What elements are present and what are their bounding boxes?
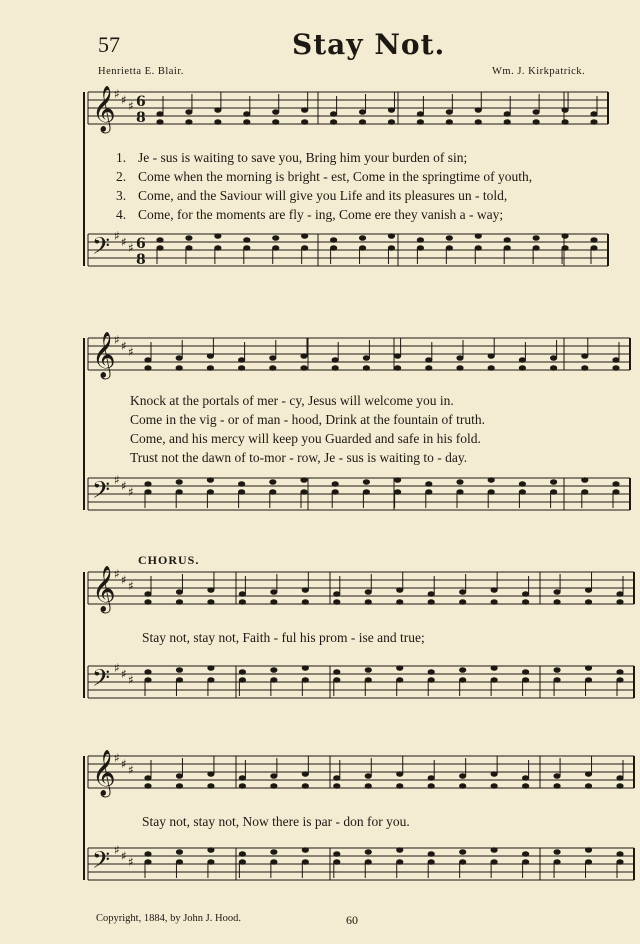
key-sharp: ♯	[121, 339, 127, 353]
note-head	[301, 119, 308, 125]
verse-line-4: 4. Come, for the moments are fly - ing, Come ere they vanish a - way;	[116, 207, 504, 222]
note-head	[272, 235, 279, 241]
poet-credit: Henrietta E. Blair.	[98, 66, 184, 77]
note-head	[553, 783, 560, 789]
note-head	[428, 599, 435, 605]
note-head	[428, 669, 435, 675]
treble-clef: 𝄞	[92, 750, 116, 796]
note-head	[243, 237, 250, 243]
note-head	[561, 233, 568, 239]
note-head	[585, 599, 592, 605]
key-sharp: ♯	[128, 485, 134, 499]
note-head	[330, 237, 337, 243]
note-head	[522, 599, 529, 605]
bass-clef: 𝄢	[92, 846, 111, 879]
note-head	[185, 235, 192, 241]
key-sharp: ♯	[121, 235, 127, 249]
note-head	[581, 477, 588, 483]
note-head	[396, 847, 403, 853]
note-head	[581, 365, 588, 371]
note-head	[446, 235, 453, 241]
note-head	[332, 365, 339, 371]
key-sharp: ♯	[114, 751, 120, 765]
key-sharp: ♯	[121, 667, 127, 681]
note-head	[616, 669, 623, 675]
note-head	[533, 119, 540, 125]
note-head	[300, 365, 307, 371]
note-head	[144, 851, 151, 857]
note-head	[417, 237, 424, 243]
note-head	[302, 599, 309, 605]
verse-line-3: 3. Come, and the Saviour will give you Life and its pleasures un - told,	[116, 188, 508, 203]
note-head	[590, 119, 597, 125]
note-head	[522, 669, 529, 675]
note-head	[417, 119, 424, 125]
key-sharp: ♯	[128, 673, 134, 687]
note-head	[207, 477, 214, 483]
note-head	[616, 851, 623, 857]
note-head	[553, 667, 560, 673]
key-sharp: ♯	[121, 479, 127, 493]
note-head	[491, 783, 498, 789]
key-sharp: ♯	[114, 567, 120, 581]
verse-line-1: 1. Je - sus is waiting to save you, Bring him your burden of sin;	[116, 150, 468, 165]
note-head	[396, 783, 403, 789]
note-head	[428, 783, 435, 789]
note-head	[459, 599, 466, 605]
note-head	[302, 783, 309, 789]
note-head	[475, 233, 482, 239]
key-sharp: ♯	[114, 229, 120, 243]
note-head	[446, 119, 453, 125]
composer-credit: Wm. J. Kirkpatrick.	[492, 66, 586, 77]
note-head	[300, 477, 307, 483]
key-sharp: ♯	[128, 579, 134, 593]
chorus-line-2: Stay not, stay not, Now there is par - don for you.	[142, 814, 410, 829]
note-head	[270, 783, 277, 789]
note-head	[207, 783, 214, 789]
page-number: 60	[346, 913, 358, 927]
note-head	[144, 599, 151, 605]
verse2-line-4: Trust not the dawn of to-mor - row, Je - sus is waiting to - day.	[130, 450, 468, 465]
note-head	[185, 119, 192, 125]
note-head	[616, 783, 623, 789]
chorus-label: CHORUS.	[138, 553, 200, 567]
note-head	[302, 847, 309, 853]
note-head	[365, 667, 372, 673]
note-head	[207, 599, 214, 605]
note-head	[553, 849, 560, 855]
note-head	[359, 235, 366, 241]
time-signature-top: 6	[136, 94, 146, 110]
key-sharp: ♯	[114, 473, 120, 487]
hymn-title: Stay Not.	[292, 28, 446, 61]
note-head	[363, 479, 370, 485]
note-head	[214, 119, 221, 125]
note-head	[488, 477, 495, 483]
note-head	[176, 599, 183, 605]
treble-clef: 𝄞	[92, 86, 116, 132]
note-head	[519, 365, 526, 371]
note-head	[238, 365, 245, 371]
note-head	[585, 847, 592, 853]
key-sharp: ♯	[128, 241, 134, 255]
note-head	[333, 851, 340, 857]
note-head	[616, 599, 623, 605]
note-head	[243, 119, 250, 125]
note-head	[612, 365, 619, 371]
note-head	[394, 477, 401, 483]
verse2-line-3: Come, and his mercy will keep you Guarded and safe in his fold.	[130, 431, 481, 446]
key-sharp: ♯	[128, 763, 134, 777]
note-head	[214, 233, 221, 239]
note-head	[425, 481, 432, 487]
note-head	[365, 849, 372, 855]
note-head	[270, 599, 277, 605]
hymn-number: 57	[98, 32, 120, 57]
treble-clef: 𝄞	[92, 566, 116, 612]
note-head	[270, 849, 277, 855]
key-sharp: ♯	[114, 333, 120, 347]
note-head	[269, 365, 276, 371]
note-head	[459, 667, 466, 673]
note-head	[522, 783, 529, 789]
note-head	[363, 365, 370, 371]
key-sharp: ♯	[121, 93, 127, 107]
note-head	[333, 783, 340, 789]
note-head	[553, 599, 560, 605]
time-signature-top: 6	[136, 236, 146, 252]
note-head	[144, 365, 151, 371]
note-head	[456, 479, 463, 485]
note-head	[156, 119, 163, 125]
note-head	[144, 481, 151, 487]
note-head	[359, 119, 366, 125]
bass-clef: 𝄢	[92, 232, 111, 265]
time-signature-bottom: 8	[136, 110, 146, 126]
key-sharp: ♯	[114, 843, 120, 857]
note-head	[330, 119, 337, 125]
note-head	[239, 669, 246, 675]
verse-line-2: 2. Come when the morning is bright - est, Come in the springtime of youth,	[116, 169, 533, 184]
note-head	[239, 599, 246, 605]
note-head	[207, 665, 214, 671]
note-head	[301, 233, 308, 239]
note-head	[239, 851, 246, 857]
note-head	[394, 365, 401, 371]
key-sharp: ♯	[128, 855, 134, 869]
note-head	[491, 665, 498, 671]
key-sharp: ♯	[128, 99, 134, 113]
chorus-line-1: Stay not, stay not, Faith - ful his prom - ise and true;	[142, 630, 425, 645]
note-head	[207, 847, 214, 853]
key-sharp: ♯	[121, 757, 127, 771]
note-head	[561, 119, 568, 125]
note-head	[519, 481, 526, 487]
note-head	[269, 479, 276, 485]
note-head	[550, 479, 557, 485]
note-head	[156, 237, 163, 243]
note-head	[176, 365, 183, 371]
verse2-line-1: Knock at the portals of mer - cy, Jesus will welcome you in.	[130, 393, 454, 408]
note-head	[504, 119, 511, 125]
note-head	[533, 235, 540, 241]
key-sharp: ♯	[121, 573, 127, 587]
note-head	[388, 119, 395, 125]
note-head	[176, 479, 183, 485]
note-head	[396, 665, 403, 671]
note-head	[207, 365, 214, 371]
note-head	[272, 119, 279, 125]
note-head	[332, 481, 339, 487]
note-head	[176, 667, 183, 673]
note-head	[475, 119, 482, 125]
note-head	[456, 365, 463, 371]
note-head	[491, 599, 498, 605]
note-head	[428, 851, 435, 857]
note-head	[270, 667, 277, 673]
note-head	[459, 849, 466, 855]
note-head	[488, 365, 495, 371]
note-head	[365, 783, 372, 789]
verse2-line-2: Come in the vig - or of man - hood, Drink at the fountain of truth.	[130, 412, 486, 427]
bass-clef: 𝄢	[92, 664, 111, 697]
note-head	[176, 849, 183, 855]
note-head	[365, 599, 372, 605]
note-head	[144, 783, 151, 789]
note-head	[239, 783, 246, 789]
note-head	[333, 599, 340, 605]
time-signature-bottom: 8	[136, 252, 146, 268]
key-sharp: ♯	[114, 87, 120, 101]
note-head	[396, 599, 403, 605]
note-head	[522, 851, 529, 857]
note-head	[238, 481, 245, 487]
note-head	[590, 237, 597, 243]
note-head	[176, 783, 183, 789]
note-head	[550, 365, 557, 371]
note-head	[144, 669, 151, 675]
copyright-notice: Copyright, 1884, by John J. Hood.	[96, 913, 241, 924]
note-head	[388, 233, 395, 239]
key-sharp: ♯	[128, 345, 134, 359]
treble-clef: 𝄞	[92, 332, 116, 378]
note-head	[333, 669, 340, 675]
key-sharp: ♯	[114, 661, 120, 675]
note-head	[302, 665, 309, 671]
note-head	[425, 365, 432, 371]
note-head	[585, 665, 592, 671]
note-head	[504, 237, 511, 243]
bass-clef: 𝄢	[92, 476, 111, 509]
key-sharp: ♯	[121, 849, 127, 863]
note-head	[585, 783, 592, 789]
note-head	[612, 481, 619, 487]
note-head	[491, 847, 498, 853]
note-head	[459, 783, 466, 789]
